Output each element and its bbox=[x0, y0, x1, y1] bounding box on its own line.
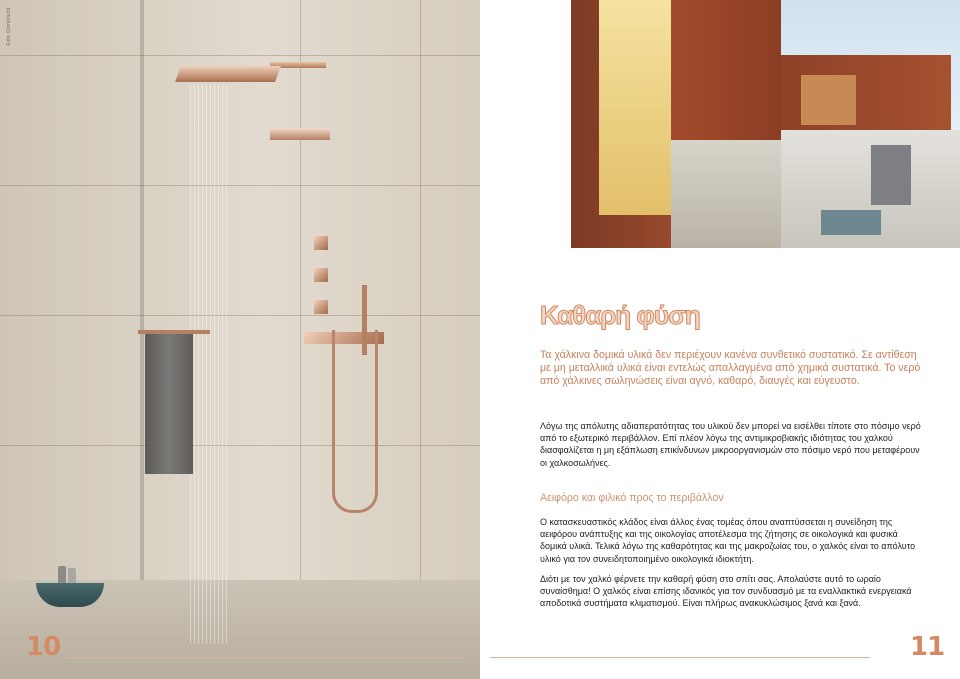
wall-corner bbox=[140, 0, 144, 600]
tile-joint bbox=[0, 55, 480, 56]
valve-knob bbox=[314, 236, 328, 250]
footer-rule-right bbox=[490, 657, 870, 658]
lit-window bbox=[599, 0, 671, 215]
body-paragraph-2: Ο κατασκευαστικός κλάδος είναι άλλος ένας τομέας όπου αναπτύσσεται η συνείδηση της αειφόρου ανάπτυξης και της οικολογίας αποτέλεσμα της ζήτησης σε οικολογικά και φυσικά δομικά υλικά. Τελικά λόγω της καθαρότητας και της μακροζωίας του, ο χαλκός είναι το απόλυτο υλικό για τον συνειδητοποιημένο οικολογικά ιδιοκτήτη. bbox=[540, 517, 916, 564]
side-shower-head bbox=[270, 128, 330, 140]
house-photo bbox=[571, 0, 960, 248]
tile-joint bbox=[420, 0, 421, 679]
footer-rule-left bbox=[66, 657, 466, 658]
tile-joint bbox=[300, 0, 301, 679]
stone-wall bbox=[671, 140, 791, 248]
lead-paragraph: Τα χάλκινα δομικά υλικά δεν περιέχουν κανένα συνθετικό συστατικό. Σε αντίθεση με μη μεταλλικά υλικά είναι εντελώς απαλλαγμένα από χημικά συστατικά. Το νερό από χάλκινες σωληνώσεις είναι αγνό, καθαρό, διαυγές και εύγευστο. bbox=[540, 349, 921, 388]
body-paragraph-1: Λόγω της απόλυτης αδιαπερατότητας του υλικού δεν μπορεί να εισέλθει τίποτε στο πόσιμο νερό από το εξωτερικό περιβάλλον. Επί πλέον λόγω της αντιμικροβιακής ιδιότητας του χαλκού διασφαλίζεται η μη εξάπλωση επικίνδυνων μικροοργανισμών στο πόσιμο νερό που μεταφέρουν οι χαλκοσωλήνες. bbox=[540, 421, 921, 468]
tile-joint bbox=[0, 445, 480, 446]
pool bbox=[821, 210, 881, 235]
water-rain bbox=[190, 84, 228, 644]
body-paragraph-3: Διότι με τον χαλκό φέρνετε την καθαρή φύση στο σπίτι σας. Απολαύστε αυτό το ωραίο συναίσθημα! Ο χαλκός είναι επίσης ιδανικός για τον συνδυασμό με τα εναλλακτικά ενεργειακά αποδοτικά συστήματα κλιματισμού. Είναι πλήρως ανακυκλώσιμος ξανά και ξανά. bbox=[540, 574, 912, 609]
page-title bbox=[540, 300, 700, 331]
title-word-2: φύση bbox=[636, 300, 700, 330]
valve-knob bbox=[314, 300, 328, 314]
tile-joint bbox=[0, 185, 480, 186]
copper-cladding bbox=[671, 0, 781, 140]
valve-knob bbox=[314, 268, 328, 282]
page-number-right: 11 bbox=[910, 632, 945, 662]
page-number-left: 10 bbox=[26, 632, 61, 662]
rain-shower-head bbox=[175, 66, 281, 82]
photo-credit: Foto: Dornbracht bbox=[6, 8, 12, 46]
tile-joint bbox=[0, 315, 480, 316]
title-word-1: Καθαρή bbox=[540, 300, 631, 330]
towel bbox=[145, 334, 193, 474]
section-subheading: Αειφόρο και φιλικό προς το περιβάλλον bbox=[540, 492, 724, 504]
glass-window bbox=[801, 75, 856, 125]
garage-door bbox=[871, 145, 911, 205]
shower-hose bbox=[332, 330, 378, 513]
